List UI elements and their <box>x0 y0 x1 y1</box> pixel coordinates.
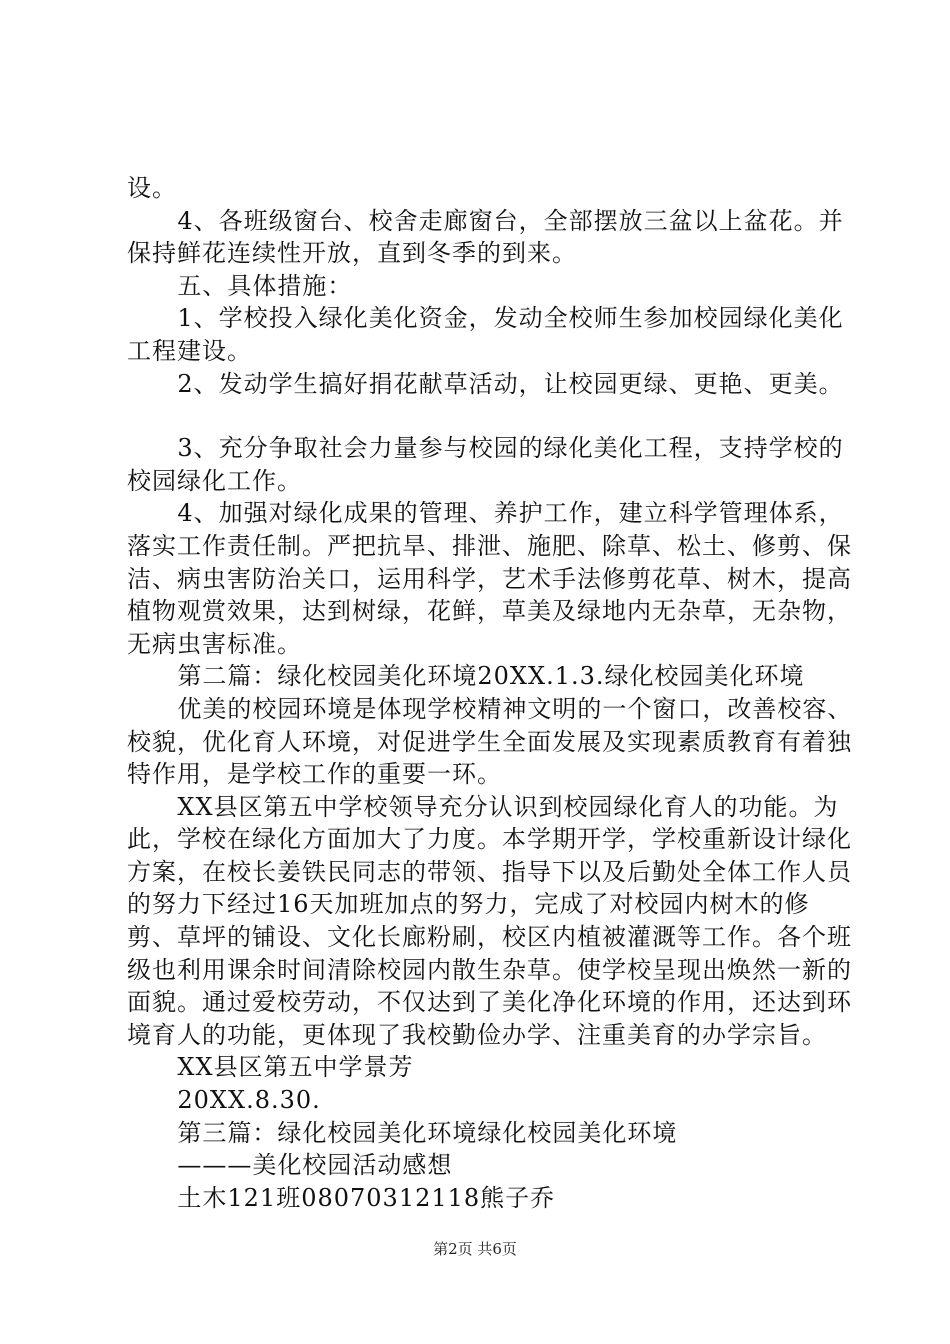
author-line: 土木121班08070312118熊子乔 <box>177 1183 556 1212</box>
paragraph: 优美的校园环境是体现学校精神文明的一个窗口，改善校容、校貌，优化育人环境，对促进学生全面发展及实现素质教育有着独特作用，是学校工作的重要一环。 <box>127 694 853 789</box>
section-heading: 第三篇：绿化校园美化环境绿化校园美化环境 <box>177 1118 678 1147</box>
signature-line: XX县区第五中学景芳 <box>177 1053 414 1082</box>
page-footer: 第2页 共6页 <box>433 1240 517 1258</box>
paragraph: 1、学校投入绿化美化资金，发动全校师生参加校园绿化美化工程建设。 <box>127 304 844 365</box>
paragraph: 4、加强对绿化成果的管理、养护工作，建立科学管理体系，落实工作责任制。严把抗旱、排泄、施肥、除草、松土、修剪、保洁、病虫害防治关口，运用科学，艺术手法修剪花草、树木，提高植物观赏效果，达到树绿，花鲜，草美及绿地内无杂草，无杂物，无病虫害标准。 <box>127 499 852 658</box>
paragraph: XX县区第五中学校领导充分认识到校园绿化育人的功能。为此，学校在绿化方面加大了力度。本学期开学，学校重新设计绿化方案，在校长姜铁民同志的带领、指导下以及后勤处全体工作人员的努力下经过16天加班加点的努力，完成了对校园内树木的修剪、草坪的铺设、文化长廊粉刷，校区内植被灌溉等工作。各个班级也利用课余时间清除校园内散生杂草。使学校呈现出焕然一新的面貌。通过爱校劳动，不仅达到了美化净化环境的作用，还达到环境育人的功能，更体现了我校勤俭办学、注重美育的办学宗旨。 <box>127 792 852 1049</box>
paragraph: 设。 <box>127 174 177 202</box>
paragraph: 3、充分争取社会力量参与校园的绿化美化工程，支持学校的校园绿化工作。 <box>127 434 844 495</box>
paragraph: 2、发动学生搞好捐花献草活动，让校园更绿、更艳、更美。 <box>177 369 844 398</box>
document-body <box>127 172 855 1214</box>
blank-line <box>127 400 855 432</box>
section-heading: 第二篇：绿化校园美化环境20XX.1.3.绿化校园美化环境 <box>177 662 805 691</box>
paragraph: 4、各班级窗台、校舍走廊窗台，全部摆放三盆以上盆花。并保持鲜花连续性开放，直到冬季的到来。 <box>127 206 844 268</box>
section-heading: 五、具体措施： <box>177 271 353 300</box>
subtitle-line: ———美化校园活动感想 <box>177 1151 453 1180</box>
date-line: 20XX.8.30. <box>177 1086 321 1115</box>
